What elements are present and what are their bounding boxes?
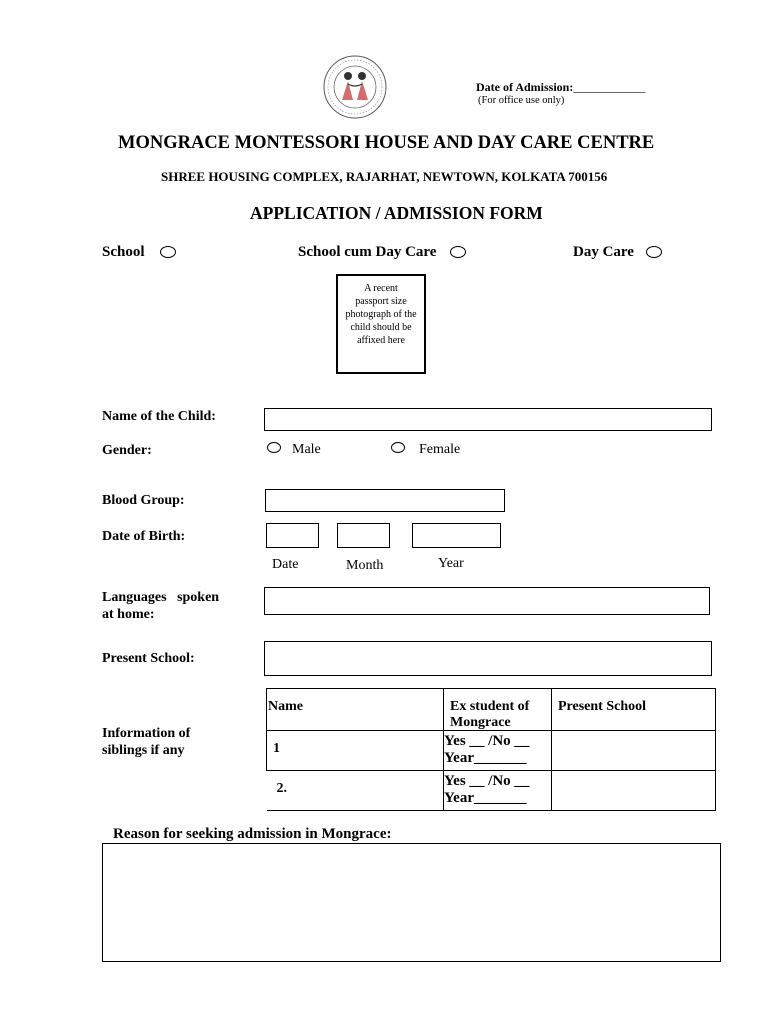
gender-female-label: Female	[419, 442, 461, 457]
child-name-label: Name of the Child:	[102, 409, 216, 424]
photo-note-line3: photograph of the	[345, 309, 417, 320]
dob-year-caption: Year	[438, 556, 464, 571]
dob-month-caption: Month	[346, 558, 384, 573]
gender-male-label: Male	[292, 442, 321, 457]
gender-female-radio[interactable]	[391, 442, 405, 453]
sibling-2-year: Year_______	[444, 790, 527, 806]
photo-note-line1: A recent	[364, 283, 398, 294]
option-school-label: School	[102, 244, 145, 260]
siblings-label	[102, 725, 190, 759]
sibling-1-number: 1	[273, 741, 280, 756]
date-of-admission-label: Date of Admission:	[476, 80, 574, 94]
school-address: SHREE HOUSING COMPLEX, RAJARHAT, NEWTOWN, KOLKATA 700156	[161, 169, 608, 184]
reason-field[interactable]	[102, 843, 721, 962]
blood-group-label: Blood Group:	[102, 493, 185, 508]
photo-note-line5: affixed here	[357, 335, 405, 346]
siblings-header-ex-student	[444, 689, 552, 731]
option-school-cum-day-care-radio[interactable]	[450, 246, 466, 258]
dob-date-field[interactable]	[266, 523, 319, 548]
dob-month-field[interactable]	[337, 523, 390, 548]
gender-label: Gender:	[102, 443, 152, 458]
present-school-field[interactable]	[264, 641, 712, 676]
sibling-2-number: 2.	[276, 781, 287, 796]
dob-date-caption: Date	[272, 557, 299, 572]
present-school-label: Present School:	[102, 651, 195, 666]
siblings-header-present-school-text: Present School	[558, 699, 647, 714]
gender-male-radio[interactable]	[267, 442, 281, 453]
photo-note-line4: child should be	[350, 322, 412, 333]
logo-seal-icon	[322, 54, 388, 120]
siblings-header-name	[267, 689, 444, 731]
office-use-note: (For office use only)	[478, 95, 565, 106]
sibling-1-present-school-cell[interactable]	[552, 731, 716, 771]
dob-year-field[interactable]	[412, 523, 501, 548]
photo-box[interactable]	[336, 274, 426, 374]
date-of-admission	[476, 80, 645, 95]
sibling-2-ex-student-cell[interactable]	[444, 771, 552, 811]
siblings-header-present-school	[552, 689, 716, 731]
siblings-label-line2: siblings if any	[102, 743, 185, 758]
siblings-row-2	[267, 771, 716, 811]
school-name: MONGRACE MONTESSORI HOUSE AND DAY CARE CENTRE	[118, 133, 655, 153]
option-day-care-label: Day Care	[573, 244, 634, 260]
languages-field[interactable]	[264, 587, 710, 615]
sibling-2-yes-no: Yes __ /No __	[444, 773, 530, 789]
option-school-cum-day-care-label: School cum Day Care	[298, 244, 437, 260]
photo-note-line2: passport size	[355, 296, 407, 307]
sibling-1-name-cell[interactable]	[267, 731, 444, 771]
blood-group-field[interactable]	[265, 489, 505, 512]
reason-label: Reason for seeking admission in Mongrace:	[113, 826, 392, 842]
languages-label	[102, 589, 219, 623]
option-school-radio[interactable]	[160, 246, 176, 258]
sibling-1-yes-no: Yes __ /No __	[444, 733, 530, 749]
siblings-label-line1: Information of	[102, 726, 191, 741]
sibling-2-present-school-cell[interactable]	[552, 771, 716, 811]
siblings-table	[266, 688, 716, 811]
siblings-header-name-text: Name	[268, 699, 303, 714]
date-of-admission-blank[interactable]: ____________	[573, 80, 646, 94]
siblings-header-ex-student-line2: Mongrace	[450, 715, 511, 730]
child-name-field[interactable]	[264, 408, 712, 431]
languages-label-line1: Languages spoken	[102, 590, 220, 605]
languages-label-line2: at home:	[102, 607, 155, 622]
siblings-header-ex-student-line1: Ex student of	[450, 699, 530, 714]
siblings-row-1	[267, 731, 716, 771]
option-day-care-radio[interactable]	[646, 246, 662, 258]
form-title: APPLICATION / ADMISSION FORM	[250, 203, 543, 223]
sibling-1-ex-student-cell[interactable]	[444, 731, 552, 771]
mongrace-logo	[322, 54, 388, 120]
siblings-header-row	[267, 689, 716, 731]
sibling-2-name-cell[interactable]	[267, 771, 444, 811]
dob-label: Date of Birth:	[102, 529, 186, 544]
sibling-1-year: Year_______	[444, 750, 527, 766]
